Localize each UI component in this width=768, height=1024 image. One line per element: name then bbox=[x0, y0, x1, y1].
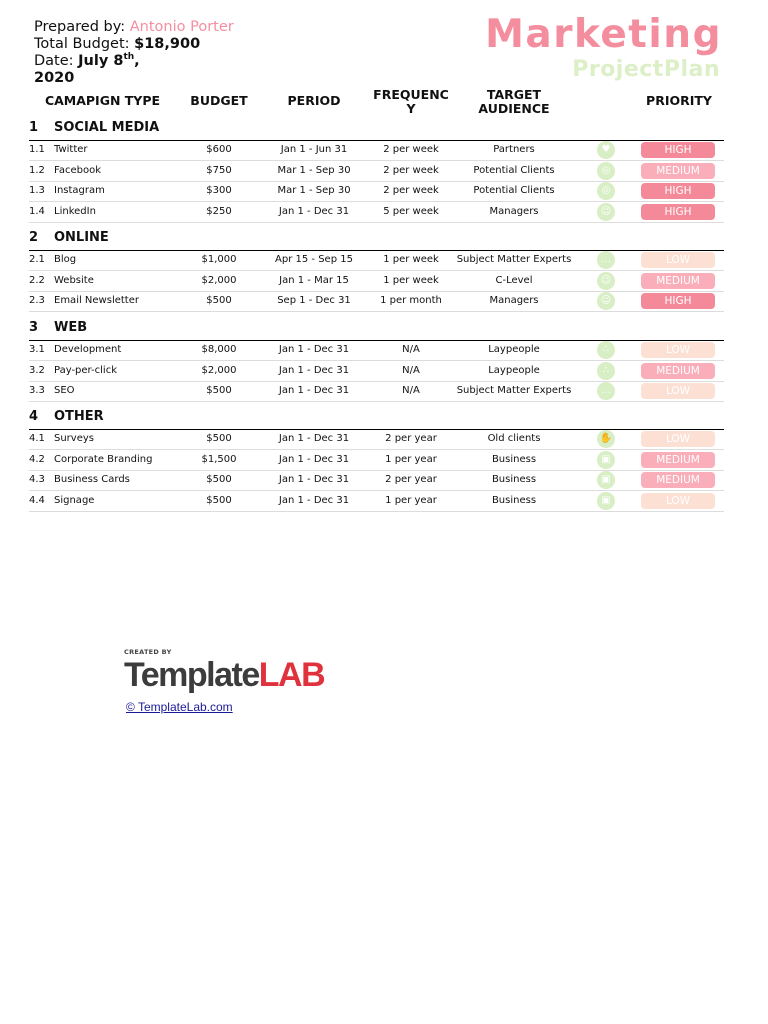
row-period: Jan 1 - Dec 31 bbox=[278, 494, 350, 506]
row-number: 4.2 bbox=[29, 453, 45, 465]
priority-badge: LOW bbox=[641, 342, 715, 358]
section-title: SOCIAL MEDIA bbox=[54, 120, 160, 135]
section-title: OTHER bbox=[54, 409, 104, 424]
table-row bbox=[29, 291, 724, 312]
row-audience: Business bbox=[491, 474, 537, 485]
col-header-priority: PRIORITY bbox=[646, 93, 712, 108]
priority-badge: MEDIUM bbox=[641, 273, 715, 289]
row-campaign-name: SEO bbox=[54, 385, 75, 396]
globe-icon: ◎ bbox=[597, 182, 615, 200]
chat-icon: … bbox=[597, 382, 615, 400]
row-budget: $2,000 bbox=[201, 274, 237, 286]
group-icon: ∴ bbox=[597, 341, 615, 359]
row-number: 2.2 bbox=[29, 274, 45, 286]
row-period: Jan 1 - Mar 15 bbox=[279, 274, 349, 286]
row-campaign-name: Blog bbox=[54, 254, 77, 265]
row-budget: $500 bbox=[206, 494, 232, 506]
row-number: 4.4 bbox=[29, 494, 45, 506]
row-number: 1.3 bbox=[29, 185, 45, 196]
row-frequency: 1 per week bbox=[383, 254, 439, 265]
row-frequency: 5 per week bbox=[383, 205, 439, 217]
briefcase-icon: ▣ bbox=[597, 451, 615, 469]
budget-label: Total Budget: bbox=[34, 36, 130, 52]
row-number: 4.3 bbox=[29, 474, 45, 485]
section-number: 4 bbox=[29, 409, 39, 424]
row-frequency: 2 per week bbox=[383, 185, 439, 196]
priority-badge: LOW bbox=[641, 383, 715, 399]
table-row bbox=[29, 470, 724, 491]
date-line bbox=[34, 53, 234, 70]
row-audience: C-Level bbox=[495, 274, 533, 286]
row-period: Jan 1 - Dec 31 bbox=[278, 433, 350, 444]
date-comma: , bbox=[134, 53, 140, 69]
date-year: 2020 bbox=[34, 70, 75, 86]
row-number: 3.2 bbox=[29, 364, 45, 376]
table-row bbox=[29, 202, 724, 223]
section-number: 2 bbox=[29, 230, 39, 245]
brand-title: Marketing bbox=[485, 12, 722, 57]
date-suffix: th bbox=[123, 52, 135, 62]
row-frequency: N/A bbox=[402, 344, 420, 355]
row-period: Mar 1 - Sep 30 bbox=[277, 185, 351, 196]
col-header-frequency-line1: FREQUENC bbox=[373, 87, 449, 102]
row-frequency: N/A bbox=[402, 364, 420, 376]
row-frequency: 2 per year bbox=[385, 433, 437, 444]
row-period: Jan 1 - Dec 31 bbox=[278, 453, 350, 465]
priority-badge: LOW bbox=[641, 431, 715, 447]
row-campaign-name: Facebook bbox=[54, 164, 101, 176]
table-row bbox=[29, 450, 724, 471]
row-campaign-name: Pay-per-click bbox=[54, 364, 117, 376]
col-header-audience-line1: TARGET bbox=[486, 87, 542, 102]
row-budget: $500 bbox=[206, 474, 232, 485]
row-budget: $750 bbox=[206, 164, 232, 176]
logo-word-lab: LAB bbox=[258, 656, 325, 694]
row-budget: $2,000 bbox=[201, 364, 237, 376]
row-budget: $250 bbox=[206, 205, 232, 217]
prepared-name: Antonio Porter bbox=[129, 19, 234, 35]
row-period: Sep 1 - Dec 31 bbox=[277, 295, 351, 306]
row-budget: $500 bbox=[206, 433, 232, 444]
row-audience: Laypeople bbox=[488, 364, 540, 376]
briefcase-icon: ▣ bbox=[597, 492, 615, 510]
table-row bbox=[29, 250, 724, 271]
handshake-icon: ✋ bbox=[597, 430, 615, 448]
person-icon: ☺ bbox=[597, 292, 615, 310]
group-icon: ∴ bbox=[597, 362, 615, 380]
globe-icon: ◎ bbox=[597, 162, 615, 180]
row-audience: Business bbox=[491, 453, 537, 465]
row-frequency: 1 per month bbox=[380, 295, 442, 306]
row-audience: Subject Matter Experts bbox=[456, 385, 572, 396]
col-header-frequency bbox=[366, 88, 456, 116]
section-number: 3 bbox=[29, 320, 39, 335]
priority-badge: HIGH bbox=[641, 183, 715, 199]
row-number: 1.2 bbox=[29, 164, 45, 176]
row-audience: Potential Clients bbox=[473, 164, 555, 176]
table-row bbox=[29, 140, 724, 161]
row-frequency: 1 per week bbox=[383, 274, 439, 286]
row-frequency: 2 per week bbox=[383, 164, 439, 176]
row-campaign-name: Signage bbox=[54, 494, 95, 506]
row-campaign-name: Development bbox=[54, 344, 122, 355]
priority-badge: MEDIUM bbox=[641, 363, 715, 379]
priority-badge: MEDIUM bbox=[641, 452, 715, 468]
row-period: Jan 1 - Dec 31 bbox=[278, 344, 350, 355]
plan-info bbox=[34, 19, 234, 87]
section-title: WEB bbox=[54, 320, 88, 335]
logo-word-template: Template bbox=[124, 656, 259, 694]
priority-badge: MEDIUM bbox=[641, 472, 715, 488]
brand-subtitle: ProjectPlan bbox=[572, 57, 720, 82]
col-header-frequency-line2: Y bbox=[406, 101, 416, 116]
row-number: 1.1 bbox=[29, 144, 45, 155]
col-header-audience bbox=[449, 88, 579, 116]
col-header-period: PERIOD bbox=[287, 93, 341, 108]
row-number: 3.1 bbox=[29, 344, 45, 355]
row-period: Jan 1 - Dec 31 bbox=[278, 364, 350, 376]
heart-icon: ♥ bbox=[597, 141, 615, 159]
date-value: July 8 bbox=[78, 53, 124, 69]
row-audience: Old clients bbox=[487, 433, 541, 444]
chat-icon: … bbox=[597, 251, 615, 269]
row-period: Jan 1 - Dec 31 bbox=[278, 474, 350, 485]
row-campaign-name: LinkedIn bbox=[54, 205, 96, 217]
row-budget: $1,000 bbox=[201, 254, 237, 265]
row-campaign-name: Surveys bbox=[54, 433, 94, 444]
col-header-audience-line2: AUDIENCE bbox=[478, 101, 550, 116]
section-header bbox=[29, 118, 724, 141]
logo-created-by: CREATED BY bbox=[124, 648, 172, 656]
col-header-type: CAMAPIGN TYPE bbox=[44, 93, 161, 108]
prepared-by-line bbox=[34, 19, 234, 36]
table-row bbox=[29, 161, 724, 182]
row-campaign-name: Email Newsletter bbox=[54, 295, 139, 306]
row-frequency: 1 per year bbox=[385, 453, 437, 465]
row-frequency: 2 per week bbox=[383, 144, 439, 155]
row-audience: Potential Clients bbox=[473, 185, 555, 196]
row-frequency: 2 per year bbox=[385, 474, 437, 485]
section-number: 1 bbox=[29, 120, 39, 135]
priority-badge: LOW bbox=[641, 493, 715, 509]
row-budget: $8,000 bbox=[201, 344, 237, 355]
row-frequency: N/A bbox=[402, 385, 420, 396]
row-campaign-name: Business Cards bbox=[54, 474, 130, 485]
row-number: 2.1 bbox=[29, 254, 45, 265]
row-budget: $500 bbox=[206, 295, 232, 306]
prepared-label: Prepared by: bbox=[34, 19, 126, 35]
row-period: Mar 1 - Sep 30 bbox=[277, 164, 351, 176]
row-number: 4.1 bbox=[29, 433, 45, 444]
section-title: ONLINE bbox=[54, 230, 109, 245]
row-campaign-name: Twitter bbox=[54, 144, 88, 155]
row-audience: Subject Matter Experts bbox=[456, 254, 572, 265]
priority-badge: LOW bbox=[641, 252, 715, 268]
row-period: Jan 1 - Dec 31 bbox=[278, 385, 350, 396]
row-number: 1.4 bbox=[29, 205, 45, 217]
priority-badge: HIGH bbox=[641, 293, 715, 309]
date-label: Date: bbox=[34, 53, 74, 69]
row-number: 2.3 bbox=[29, 295, 45, 306]
briefcase-icon: ▣ bbox=[597, 471, 615, 489]
section-header bbox=[29, 407, 724, 430]
priority-badge: HIGH bbox=[641, 204, 715, 220]
table-row bbox=[29, 181, 724, 202]
section-header bbox=[29, 228, 724, 251]
row-campaign-name: Website bbox=[54, 274, 94, 286]
row-audience: Managers bbox=[489, 295, 539, 306]
person-icon: ☺ bbox=[597, 272, 615, 290]
section-header bbox=[29, 318, 724, 341]
row-number: 3.3 bbox=[29, 385, 45, 396]
priority-badge: HIGH bbox=[641, 142, 715, 158]
row-period: Jan 1 - Jun 31 bbox=[280, 144, 348, 155]
person-icon: ☺ bbox=[597, 203, 615, 221]
row-period: Jan 1 - Dec 31 bbox=[278, 205, 350, 217]
copyright-link[interactable]: © TemplateLab.com bbox=[126, 700, 233, 714]
row-campaign-name: Instagram bbox=[54, 185, 105, 196]
row-audience: Partners bbox=[493, 144, 535, 155]
templatelab-logo bbox=[124, 648, 324, 694]
total-budget-line bbox=[34, 36, 234, 53]
row-budget: $1,500 bbox=[201, 453, 237, 465]
table-row bbox=[29, 361, 724, 382]
row-budget: $300 bbox=[206, 185, 232, 196]
priority-badge: MEDIUM bbox=[641, 163, 715, 179]
table-row bbox=[29, 381, 724, 402]
row-audience: Laypeople bbox=[488, 344, 540, 355]
row-frequency: 1 per year bbox=[385, 494, 437, 506]
table-row bbox=[29, 429, 724, 450]
table-row bbox=[29, 271, 724, 292]
table-row bbox=[29, 340, 724, 361]
table-row bbox=[29, 491, 724, 512]
row-period: Apr 15 - Sep 15 bbox=[275, 254, 353, 265]
col-header-budget: BUDGET bbox=[190, 93, 248, 108]
row-campaign-name: Corporate Branding bbox=[54, 453, 153, 465]
budget-value: $18,900 bbox=[134, 36, 201, 52]
row-audience: Business bbox=[491, 494, 537, 506]
row-budget: $600 bbox=[206, 144, 232, 155]
row-budget: $500 bbox=[206, 385, 232, 396]
row-audience: Managers bbox=[489, 205, 539, 217]
